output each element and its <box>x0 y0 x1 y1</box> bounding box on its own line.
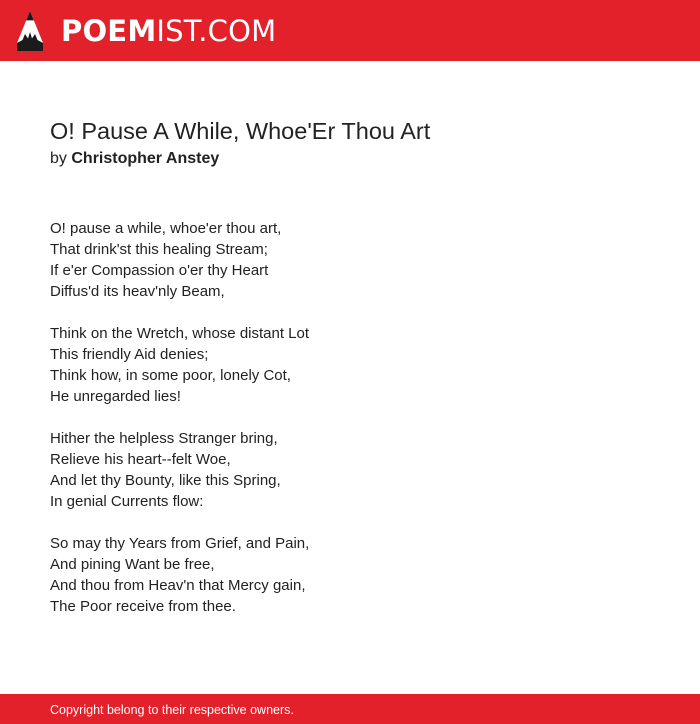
stanza <box>50 218 650 302</box>
poem-line: So may thy Years from Grief, and Pain, <box>50 535 310 552</box>
poem-line: And pining Want be free, <box>50 556 215 573</box>
poem-body <box>50 218 650 638</box>
site-logo-link[interactable] <box>16 9 276 53</box>
poem-line: Diffus'd its heav'nly Beam, <box>50 283 225 300</box>
site-logo-text <box>61 13 277 48</box>
poem-byline <box>50 148 219 170</box>
author-link[interactable]: Christopher Anstey <box>71 150 220 167</box>
poem-line: The Poor receive from thee. <box>50 598 236 615</box>
top-bar <box>0 0 700 61</box>
poem-line: Think how, in some poor, lonely Cot, <box>50 367 291 384</box>
byline-prefix: by <box>50 150 67 167</box>
poem-line: And thou from Heav'n that Mercy gain, <box>50 577 306 594</box>
pencil-tip-icon <box>16 10 44 52</box>
footer-bar <box>0 694 700 724</box>
poem-line: And let thy Bounty, like this Spring, <box>50 472 281 489</box>
poem-title: O! Pause A While, Whoe'Er Thou Art <box>50 118 431 144</box>
poem-line: He unregarded lies! <box>50 388 181 405</box>
stanza <box>50 533 650 617</box>
poem-line: Think on the Wretch, whose distant Lot <box>50 325 310 342</box>
poem-line: If e'er Compassion o'er thy Heart <box>50 262 269 279</box>
logo-text-bold: POEM <box>61 13 157 48</box>
poem-line: In genial Currents flow: <box>50 493 204 510</box>
logo-text-light: IST.COM <box>156 13 277 48</box>
poem-line: That drink'st this healing Stream; <box>50 241 268 258</box>
stanza <box>50 428 650 512</box>
stanza <box>50 323 650 407</box>
copyright-notice: Copyright belong to their respective owners. <box>50 703 294 717</box>
poem-line: O! pause a while, whoe'er thou art, <box>50 220 282 237</box>
poem-line: This friendly Aid denies; <box>50 346 209 363</box>
poem-line: Hither the helpless Stranger bring, <box>50 430 278 447</box>
poem-line: Relieve his heart--felt Woe, <box>50 451 231 468</box>
